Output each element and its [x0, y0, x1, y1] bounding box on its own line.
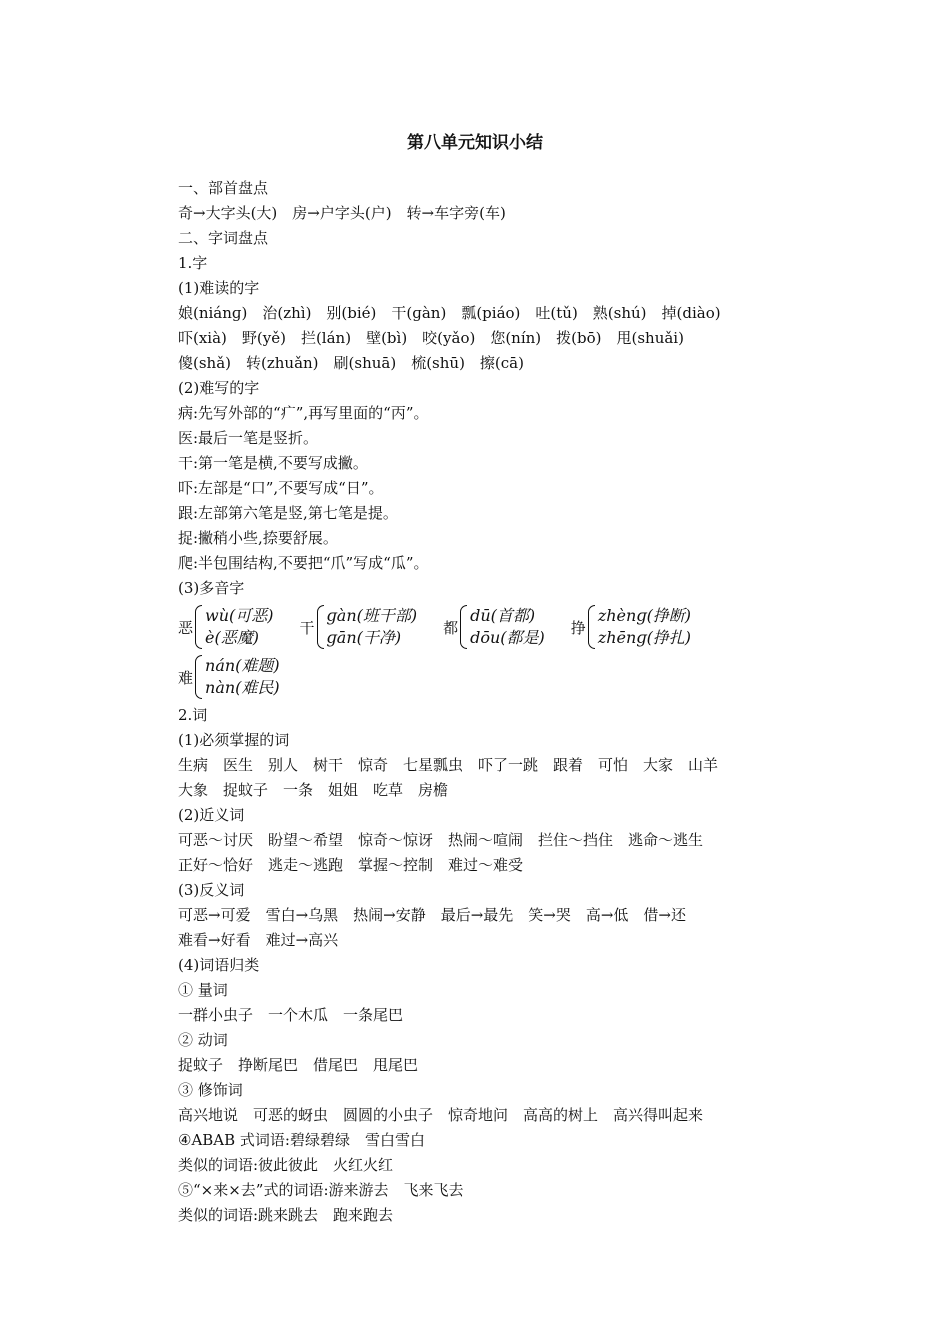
polyphone-group: [571, 605, 691, 649]
word-pattern: 类似的词语:彼此彼此 火红火红: [178, 1156, 394, 1174]
synonym-list: 正好～恰好 逃走～逃跑 掌握～控制 难过～难受: [178, 856, 524, 874]
page-title: 第八单元知识小结: [407, 133, 543, 153]
writing-tip: 吓:左部是“口”,不要写成“日”。: [178, 479, 384, 497]
polyphone-reading: nàn(难民): [205, 678, 280, 697]
subsection-heading: 1.字: [178, 254, 208, 272]
antonym-list: 难看→好看 难过→高兴: [178, 931, 339, 949]
polyphone-reading: ɡàn(班干部): [326, 606, 418, 625]
word-pattern: ⑤“×来×去”式的词语:游来游去 飞来飞去: [178, 1181, 464, 1199]
category-heading: ① 量词: [178, 981, 228, 999]
word-list: 高兴地说 可恶的蚜虫 圆圆的小虫子 惊奇地问 高高的树上 高兴得叫起来: [178, 1106, 704, 1124]
writing-tip: 爬:半包围结构,不要把“爪”写成“瓜”。: [178, 554, 429, 572]
polyphone-reading: wù(可恶): [205, 606, 274, 625]
polyphone-group: [178, 605, 274, 649]
section-heading: 二、字词盘点: [178, 229, 269, 247]
category-heading: ② 动词: [178, 1031, 228, 1049]
polyphone-group: [178, 655, 280, 699]
polyphone-row: [178, 653, 818, 701]
polyphone-group: [443, 605, 545, 649]
subsection-heading: 2.词: [178, 706, 208, 724]
subsection-heading: (1)难读的字: [178, 279, 260, 297]
polyphone-reading: zhènɡ(挣断): [597, 606, 692, 625]
pinyin-list: 娘(niánɡ) 治(zhì) 别(bié) 干(ɡàn) 瓢(piáo) 吐(tǔ) 熟(shú) 掉(diào): [178, 304, 721, 322]
polyphone-char: 恶: [178, 618, 194, 637]
brace-icon: [317, 605, 324, 649]
polyphone-row: [178, 603, 818, 651]
word-pattern: ④ABAB 式词语:碧绿碧绿 雪白雪白: [178, 1131, 425, 1149]
polyphone-char: 干: [299, 618, 315, 637]
polyphone-group: [300, 605, 418, 649]
polyphone-reading: dōu(都是): [470, 628, 545, 647]
polyphone-char: 都: [443, 618, 459, 637]
brace-icon: [460, 605, 467, 649]
word-list: 一群小虫子 一个木瓜 一条尾巴: [178, 1006, 404, 1024]
pinyin-list: 傻(shǎ) 转(zhuǎn) 刷(shuā) 梳(shū) 擦(cā): [178, 354, 524, 372]
subsection-heading: (2)难写的字: [178, 379, 260, 397]
subsection-heading: (2)近义词: [178, 806, 245, 824]
radical-list: 奇→大字头(大) 房→户字头(户) 转→车字旁(车): [178, 204, 506, 222]
word-list: 生病 医生 别人 树干 惊奇 七星瓢虫 吓了一跳 跟着 可怕 大家 山羊: [178, 756, 719, 774]
polyphone-reading: zhēnɡ(挣扎): [597, 628, 692, 647]
writing-tip: 捉:撇稍小些,捺要舒展。: [178, 529, 338, 547]
category-heading: ③ 修饰词: [178, 1081, 243, 1099]
section-heading: 一、部首盘点: [178, 179, 269, 197]
word-pattern: 类似的词语:跳来跳去 跑来跑去: [178, 1206, 394, 1224]
polyphone-reading: dū(首都): [470, 606, 536, 625]
polyphone-reading: ɡān(干净): [326, 628, 402, 647]
subsection-heading: (4)词语归类: [178, 956, 260, 974]
writing-tip: 干:第一笔是横,不要写成撇。: [178, 454, 368, 472]
brace-icon: [195, 605, 202, 649]
subsection-heading: (3)反义词: [178, 881, 245, 899]
polyphone-char: 挣: [570, 618, 586, 637]
document-body: [178, 176, 818, 1228]
polyphone-reading: nán(难题): [205, 656, 280, 675]
synonym-list: 可恶～讨厌 盼望～希望 惊奇～惊讶 热闹～喧闹 拦住～挡住 逃命～逃生: [178, 831, 704, 849]
pinyin-list: 吓(xià) 野(yě) 拦(lán) 壁(bì) 咬(yǎo) 您(nín) 拨(bō) 甩(shuǎi): [178, 329, 684, 347]
antonym-list: 可恶→可爱 雪白→乌黑 热闹→安静 最后→最先 笑→哭 高→低 借→还: [178, 906, 686, 924]
brace-icon: [195, 655, 202, 699]
polyphone-reading: è(恶魔): [205, 628, 259, 647]
subsection-heading: (3)多音字: [178, 579, 245, 597]
word-list: 大象 捉蚊子 一条 姐姐 吃草 房檐: [178, 781, 449, 799]
brace-icon: [588, 605, 595, 649]
writing-tip: 医:最后一笔是竖折。: [178, 429, 319, 447]
word-list: 捉蚊子 挣断尾巴 借尾巴 甩尾巴: [178, 1056, 419, 1074]
subsection-heading: (1)必须掌握的词: [178, 731, 290, 749]
writing-tip: 跟:左部第六笔是竖,第七笔是提。: [178, 504, 398, 522]
writing-tip: 病:先写外部的“疒”,再写里面的“丙”。: [178, 404, 429, 422]
polyphone-char: 难: [178, 668, 194, 687]
